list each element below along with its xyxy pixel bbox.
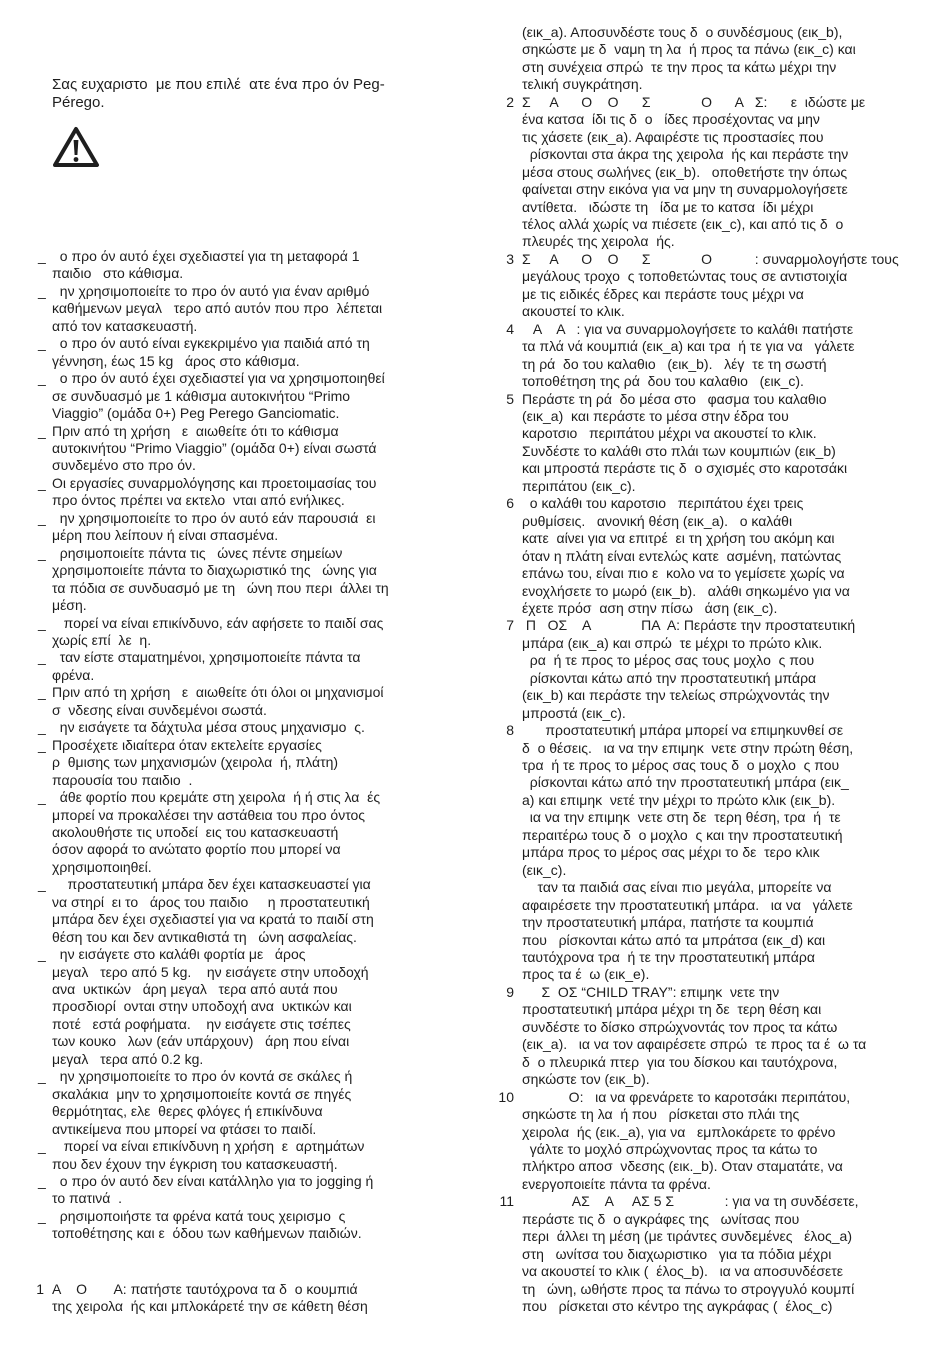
text-line: συνδεμένο στο προ όν. <box>52 457 196 474</box>
text-line: αντικείμενα που μπορεί να φτάσει το παιδί. <box>52 1120 317 1137</box>
step-number: 1 <box>36 1281 44 1297</box>
bullet-marker: _ <box>38 719 46 736</box>
text-line: ην εισάγετε τα δάχτυλα μέσα στους μηχανισμο ς. <box>52 719 365 736</box>
text-line: αφαιρέσετε την προστατευτική μπάρα. ια να γάλετε <box>522 896 853 913</box>
warning-item <box>38 736 462 789</box>
text-line: ρησιμοποιείτε πάντα τις ώνες πέντε σημείων <box>52 544 343 561</box>
step-number: 2 <box>506 93 514 110</box>
warning-item <box>38 1068 462 1138</box>
text-line: σηκώστε τη λα ή που ρίσκεται στο πλάι της <box>522 1106 800 1123</box>
text-line: μπροστά (εικ_c). <box>522 704 626 721</box>
text-line: δ ο θέσεις. ια να την επιμηκ νετε στην πρώτη θέση, <box>522 739 854 756</box>
text-line: (εικ_a). Αποσυνδέστε τους δ ο συνδέσμους (εικ_b), <box>522 24 843 40</box>
text-line: χωρίς επί λε η. <box>52 631 152 648</box>
instruction-step <box>506 617 932 722</box>
bullet-marker: _ <box>38 544 46 561</box>
instruction-step <box>498 1088 932 1194</box>
step-number: 8 <box>506 722 514 739</box>
text-line: άθε φορτίο που κρεμάτε στη χειρολα ή ή στις λα ές <box>52 789 381 806</box>
text-line: το πατινά . <box>52 1190 122 1207</box>
text-line: μπάρα προς το μέρος σας μέχρι το δε τερο κλικ <box>522 844 820 861</box>
text-line: τοποθέτηση της ρά δου του καλαθιο (εικ_c). <box>522 373 804 390</box>
instruction-step <box>506 722 932 984</box>
text-line: Ο: ια να φρενάρετε το καροτσάκι περιπάτου, <box>522 1088 851 1105</box>
text-line: ο προ όν αυτό είναι εγκεκριμένο για παιδιά από τη <box>52 335 370 352</box>
warning-item <box>38 1207 462 1243</box>
warning-item <box>38 474 462 510</box>
text-line: Α Ο Α: πατήστε ταυτόχρονα τα δ ο κουμπιά <box>52 1281 358 1297</box>
text-line: όσον αφορά το ανώτατο φορτίο που μπορεί να <box>52 841 341 858</box>
text-line: περιπάτου (εικ_c). <box>522 477 636 494</box>
text-line: στη συνέχεια σπρώ τε την προς τα κάτω μέχρι την <box>522 58 837 75</box>
warning-item <box>38 684 462 719</box>
text-line: πορεί να είναι επικίνδυνη η χρήση ε αρτημάτων <box>52 1138 365 1155</box>
bullet-marker: _ <box>38 649 46 666</box>
text-line: τη ώνη, ωθήστε προς τα πάνω το στρογγυλό κουμπί <box>522 1280 855 1297</box>
text-line: (εικ_a) και περάστε το μέσα στην έδρα του <box>522 407 789 424</box>
text-line: Οι εργασίες συναρμολόγησης και προετοιμασίας του <box>52 474 377 491</box>
text-line: ένα κατσα ίδι τις δ ο ίδες προσέχοντας να μην <box>522 111 820 128</box>
text-line: μεγάλους τροχο ς τοποθετώντας τους σε αντιστοιχία <box>522 268 848 285</box>
text-line: Πριν από τη χρήση ε αιωθείτε ότι όλοι οι μηχανισμοί <box>52 684 384 701</box>
text-line: ταν τα παιδιά σας είναι πιο μεγάλα, μπορείτε να <box>522 879 832 896</box>
text-line: επάνω του, είναι πιο ε κολο να το γεμίσετε χωρίς να <box>522 565 845 582</box>
step-number: 6 <box>506 495 514 512</box>
step-number: 10 <box>498 1088 514 1105</box>
text-line: πορεί να είναι επικίνδυνο, εάν αφήσετε το παιδί σας <box>52 614 384 631</box>
bullet-marker: _ <box>38 474 46 491</box>
warning-item <box>38 649 462 684</box>
bullet-marker: _ <box>38 736 46 753</box>
text-line: ρυθμίσεις. ανονική θέση (εικ_a). ο καλάθι <box>522 512 793 529</box>
text-line: μέρη που λείπουν ή είναι σπασμένα. <box>52 527 279 544</box>
text-line: στη ωνίτσα του διαχωριστικο για τα πόδια μέχρι <box>522 1245 832 1262</box>
text-line: την προστατευτική μπάρα, πατήστε τα κουμπιά <box>522 914 814 931</box>
text-line: χρησιμοποιηθεί. <box>52 858 152 875</box>
text-line: ην χρησιμοποιείτε το προ όν κοντά σε σκάλες ή <box>52 1068 353 1085</box>
text-line: ην εισάγετε στο καλάθι φορτία με άρος <box>52 946 306 963</box>
text-line: προς τα έ ω (εικ_e). <box>522 966 650 983</box>
text-line: Προσέχετε ιδιαίτερα όταν εκτελείτε εργασίες <box>52 736 322 753</box>
text-line: και μπροστά περάστε τις δ ο σχισμές στο καροτσάκι <box>522 460 848 477</box>
text-line: ο προ όν αυτό δεν είναι κατάλληλο για το jogging ή <box>52 1173 374 1190</box>
text-line: ο προ όν αυτό έχει σχεδιαστεί για να χρησιμοποιηθεί <box>52 370 385 387</box>
warning-item <box>38 614 462 650</box>
text-line: με τις ειδικές έδρες και περάστε τους μέχρι να <box>522 285 804 302</box>
text-line: όταν η πλάτη είναι εντελώς κατε ασμένη, πατώντας <box>522 547 842 564</box>
text-line: Περάστε τη ρά δο μέσα στο φασμα του καλαθιο <box>522 390 827 407</box>
text-line: μπάρα δεν έχει σχεδιαστεί για να κρατά το παιδί στη <box>52 911 374 928</box>
text-line: τη ρά δο του καλαθιο (εικ_b). λέγ τε τη σωστή <box>522 355 827 372</box>
bullet-marker: _ <box>38 248 46 264</box>
text-line: ο προ όν αυτό έχει σχεδιαστεί για τη μεταφορά 1 <box>52 248 360 264</box>
warning-item <box>38 544 462 615</box>
bullet-marker: _ <box>38 1173 46 1190</box>
step-number: 3 <box>506 250 514 267</box>
text-line: ρησιμοποιήστε τα φρένα κατά τους χειρισμο ς <box>52 1207 346 1224</box>
text-line: ρ θμισης των μηχανισμών (χειρολα ή, πλάτη) <box>52 754 339 771</box>
step-number: 5 <box>506 390 514 407</box>
step-number: 4 <box>506 320 514 337</box>
text-line: Σας ευχαριστο με που επιλέ ατε ένα προ όν Peg- <box>52 76 385 93</box>
text-line: προστατευτική μπάρα δεν έχει κατασκευαστεί για <box>52 876 371 893</box>
bullet-marker: _ <box>38 1068 46 1085</box>
text-line: σ νδεσης είναι συνδεμένοι σωστά. <box>52 701 267 718</box>
text-line: προ όντος πρέπει να εκτελο νται από ενήλικες. <box>52 492 345 509</box>
text-line: Viaggio” (ομάδα 0+) Peg Perego Ganciomatic. <box>52 405 340 422</box>
text-line: ανα υκτικών άρη μεγαλ τερα από αυτά που <box>52 981 338 998</box>
text-line: (εικ_a). ια να τον αφαιρέσετε σπρώ τε προς τα έ ω τα <box>522 1036 867 1053</box>
text-line: τις χάσετε (εικ_a). Αφαιρέστε τις προστασίες που <box>522 128 824 145</box>
instruction-step <box>506 93 932 251</box>
text-line: χρησιμοποιείτε πάντα το διαχωριστικό της ώνης για <box>52 562 377 579</box>
text-line: τα πόδια σε συνδυασμό με τη ώνη που περι άλλει τη <box>52 579 389 596</box>
text-line: πλήκτρο αποσ νδεσης (εικ._b). Οταν σταματάτε, να <box>522 1158 843 1175</box>
intro-text <box>52 76 452 111</box>
text-line: θέση του και δεν αντικαθιστά τη ώνη ασφαλείας. <box>52 928 357 945</box>
text-line: αντίθετα. ιδώστε τη ίδα με το κατσα ίδι μέχρι <box>522 198 814 215</box>
text-line: παιδιο στο κάθισμα. <box>52 265 184 282</box>
text-line: προσδιορί ονται στην υποδοχή ανα υκτικών και <box>52 998 352 1015</box>
bullet-marker: _ <box>38 789 46 806</box>
warning-triangle-icon <box>52 126 100 168</box>
step-number: 11 <box>499 1193 514 1210</box>
text-line: ενεργοποιείτε πάντα τα φρένα. <box>522 1175 711 1192</box>
instruction-step <box>522 24 932 94</box>
warning-item <box>38 282 462 335</box>
text-line: ποτέ εστά ροφήματα. ην εισάγετε στις τσέπες <box>52 1015 351 1032</box>
warning-item <box>38 335 462 370</box>
text-line: παρουσία του παιδιο . <box>52 771 193 788</box>
text-line: σηκώστε τον (εικ_b). <box>522 1071 650 1088</box>
bullet-marker: _ <box>38 509 46 526</box>
warning-item <box>38 248 462 283</box>
text-line: να στηρί ει το άρος του παιδιο η προστατευτική <box>52 893 370 910</box>
text-line: (εικ_b) και περάστε την τελείως σπρώχνοντάς την <box>522 687 830 704</box>
text-line: μεγαλ τερο από 5 kg. ην εισάγετε στην υποδοχή <box>52 963 369 980</box>
bullet-marker: _ <box>38 370 46 387</box>
text-line: περάστε τις δ ο αγκράφες της ωνίτσας που <box>522 1210 800 1227</box>
bullet-marker: _ <box>38 614 46 631</box>
text-line: Σ Α Ο Ο Σ Ο : συναρμολογήστε τους <box>522 250 899 267</box>
warning-item <box>38 422 462 475</box>
text-line: που ρίσκονται κάτω από τα μπράτσα (εικ_d) και <box>522 931 826 948</box>
text-line: ρίσκονται κάτω από την προστατευτική μπάρα (εικ_ <box>522 774 849 791</box>
text-line: ταν είστε σταματημένοι, χρησιμοποιείτε πάντα τα <box>52 649 361 666</box>
text-line: τρα ή τε προς το μέρος σας τους δ ο μοχλο ς που <box>522 757 840 774</box>
warning-item <box>38 1138 462 1173</box>
instruction-step <box>506 983 932 1089</box>
text-line: μεγαλ τερα από 0.2 kg. <box>52 1050 204 1067</box>
text-line: των κουκο λων (εάν υπάρχουν) άρη που είναι <box>52 1033 350 1050</box>
warnings-list <box>38 248 462 1243</box>
text-line: ακολουθήστε τις υποδεί εις του κατασκευαστή <box>52 823 339 840</box>
text-line: μπορεί να προκαλέσει την αστάθεια του προ όντος <box>52 806 366 823</box>
text-line: μέση. <box>52 597 87 614</box>
warning-item <box>38 1173 462 1208</box>
text-line: a) και επιμηκ νετέ την μέχρι το πρώτο κλικ (εικ_b). <box>522 791 836 808</box>
text-line: Π ΟΣ Α ΠΑ Α: Περάστε την προστατευτική <box>522 617 856 634</box>
text-line: ΑΣ Α ΑΣ 5 Σ : για να τη συνδέσετε, <box>522 1193 859 1210</box>
text-line: περι άλλει τη μέση (με τιράντες συνδεμένες έλος_a) <box>522 1228 852 1245</box>
text-line: καθήμενων μεγαλ τερο από αυτόν που προ λέπεται <box>52 300 383 317</box>
text-line: Πριν από τη χρήση ε αιωθείτε ότι το κάθισμα <box>52 422 339 439</box>
text-line: να ακουστεί το κλικ ( έλος_b). ια να αποσυνδέσετε <box>522 1263 843 1280</box>
text-line: σηκώστε με δ ναμη τη λα ή προς τα πάνω (εικ_c) και <box>522 41 856 58</box>
bullet-marker: _ <box>38 684 46 701</box>
text-line: ταυτόχρονα τρα ή τε την προστατευτική μπάρα <box>522 949 815 966</box>
instruction-step <box>506 250 932 321</box>
text-line: μπάρα (εικ_a) και σπρώ τε μέχρι το πρώτο κλικ. <box>522 634 823 651</box>
warning-item <box>38 789 462 876</box>
text-line: χειρολα ής (εικ._a), για να εμπλοκάρετε το φρένο <box>522 1123 836 1140</box>
text-line: Συνδέστε το καλάθι στο πλάι των κουμπιών (εικ_b) <box>522 442 836 459</box>
instruction-step <box>499 1193 932 1315</box>
instruction-step <box>506 495 932 617</box>
warning-item <box>38 719 462 736</box>
text-line: τα πλά νά κουμπιά (εικ_a) και τρα ή τε για να γάλετε <box>522 338 855 355</box>
warning-item <box>38 509 462 545</box>
text-line: συνδέστε το δίσκο σπρώχνοντάς τον προς τα κάτω <box>522 1018 838 1035</box>
text-line: γέννηση, έως 15 kg άρος στο κάθισμα. <box>52 352 300 369</box>
text-line: τοποθέτησης και ε όδου των καθήμενων παιδιών. <box>52 1225 362 1242</box>
text-line: ρα ή τε προς το μέρος σας τους μοχλο ς που <box>522 652 815 669</box>
text-line: ακουστεί το κλικ. <box>522 303 625 320</box>
text-line: προστατευτική μπάρα μπορεί να επιμηκυνθεί σε <box>522 722 844 739</box>
bullet-marker: _ <box>38 876 46 893</box>
text-line: αυτοκινήτου “Primo Viaggio” (ομάδα 0+) είναι σωστά <box>52 439 377 456</box>
text-line: περαιτέρω τους δ ο μοχλο ς και την προστατευτική <box>522 826 843 843</box>
text-line: θερμότητας, ελε θερες φλόγες ή επικίνδυνα <box>52 1103 323 1120</box>
text-line: τέλος αλλά χωρίς να πιέσετε (εικ_c), και από τις δ ο <box>522 215 844 232</box>
text-line: από τον κατασκευαστή. <box>52 317 198 334</box>
text-line: Σ Α Ο Ο Σ Ο Α Σ: ε ιδώστε με <box>522 93 866 110</box>
text-line: ην χρησιμοποιείτε το προ όν αυτό εάν παρουσιά ει <box>52 509 376 526</box>
warning-item <box>38 370 462 422</box>
bullet-marker: _ <box>38 1207 46 1224</box>
text-line: ρίσκονται στα άκρα της χειρολα ής και περάστε την <box>522 146 849 163</box>
text-line: πλευρές της χειρολα ής. <box>522 233 675 250</box>
text-line: που δεν έχουν την έγκριση του κατασκευαστή. <box>52 1155 338 1172</box>
bullet-marker: _ <box>38 1138 46 1155</box>
text-line: της χειρολα ής και μπλοκάρετέ την σε κάθετη θέση <box>52 1298 368 1315</box>
text-line: καροτσιο περιπάτου μέχρι να ακουστεί το κλικ. <box>522 425 817 442</box>
text-line: Pérego. <box>52 93 105 111</box>
text-line: έχετε πρόσ αση στην πίσω άση (εικ_c). <box>522 599 778 616</box>
step-number: 7 <box>506 617 514 634</box>
text-line: Σ ΟΣ “CHILD TRAY”: επιμηκ νετε την <box>522 983 780 1000</box>
bullet-marker: _ <box>38 335 46 352</box>
text-line: φρένα. <box>52 666 95 683</box>
text-line: σε συνδυασμό με 1 κάθισμα αυτοκινήτου “Primo <box>52 387 351 404</box>
text-line: κατε αίνει για να επιτρέ ει τη χρήση του ακόμη και <box>522 530 835 547</box>
bullet-marker: _ <box>38 282 46 299</box>
step-number: 9 <box>506 983 514 1000</box>
instructions-right-column <box>498 24 932 1316</box>
text-line: (εικ_c). <box>522 861 567 878</box>
instruction-step <box>506 390 932 496</box>
instruction-step <box>506 320 932 391</box>
text-line: σκαλάκια μην το χρησιμοποιείτε κοντά σε πηγές <box>52 1085 352 1102</box>
instruction-step <box>36 1281 462 1316</box>
text-line: γάλτε το μοχλό σπρώχνοντας προς τα κάτω το <box>522 1141 818 1157</box>
warning-item <box>38 946 462 1068</box>
bullet-marker: _ <box>38 422 46 439</box>
text-line: Α Α : για να συναρμολογήσετε το καλάθι πατήστε <box>522 320 854 337</box>
instructions-left-column <box>36 1281 462 1316</box>
text-line: ην χρησιμοποιείτε το προ όν αυτό για έναν αριθμό <box>52 282 370 299</box>
warning-item <box>38 876 462 946</box>
text-line: που ρίσκεται στο κέντρο της αγκράφας ( έλος_c) <box>522 1298 833 1315</box>
text-line: ια να την επιμηκ νετε στη δε τερη θέση, τρα ή τε <box>522 809 841 826</box>
text-line: δ ο πλευρικά πτερ για του δίσκου και ταυτόχρονα, <box>522 1053 838 1070</box>
text-line: ο καλάθι του καροτσιο περιπάτου έχει τρεις <box>522 495 804 512</box>
text-line: τελική συγκράτηση. <box>522 76 643 93</box>
text-line: μέσα στους σωλήνες (εικ_b). οποθετήστε την όπως <box>522 163 848 180</box>
text-line: προστατευτική μπάρα μέχρι τη δε τερη θέση και <box>522 1001 822 1018</box>
bullet-marker: _ <box>38 946 46 963</box>
text-line: ενοχλήσετε το μωρό (εικ_b). αλάθι σηκωμένο για να <box>522 582 850 599</box>
text-line: φαίνεται στην εικόνα για να μην τη συναρμολογήσετε <box>522 181 848 198</box>
text-line: ρίσκονται κάτω από την προστατευτική μπάρα <box>522 669 817 686</box>
